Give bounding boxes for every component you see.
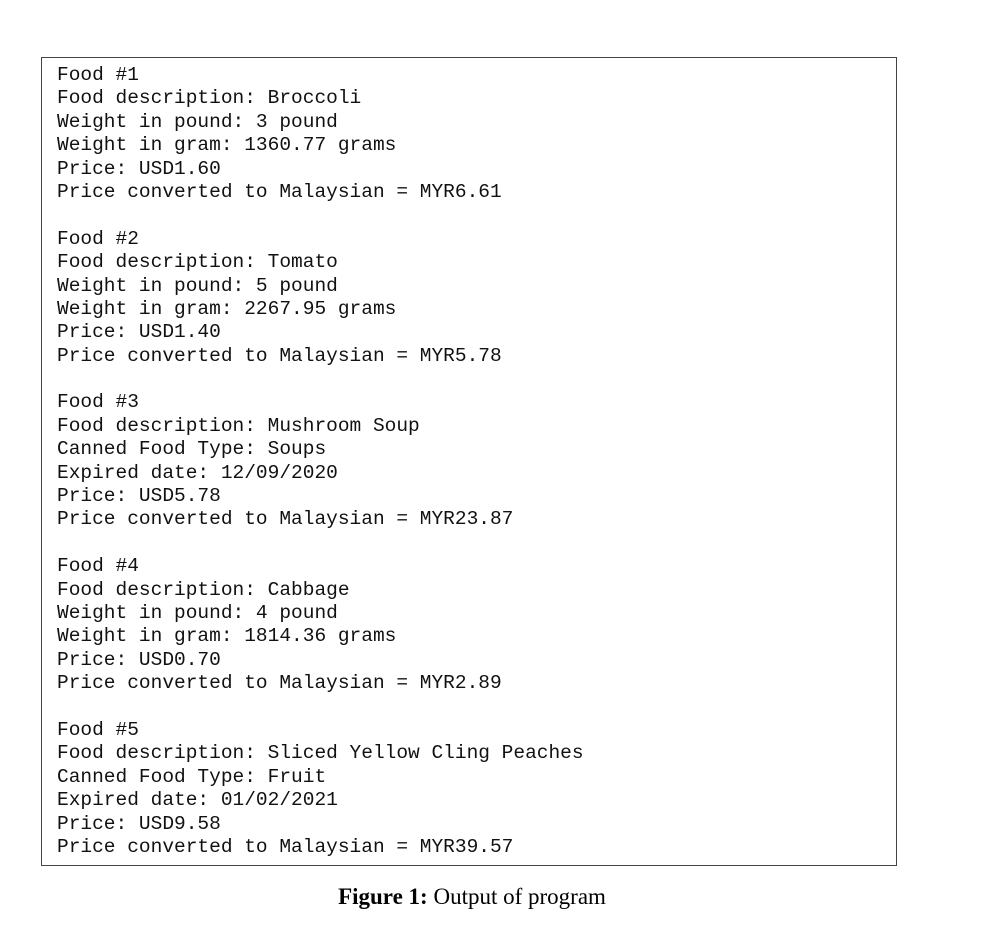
food-line: Weight in pound: 5 pound — [57, 274, 338, 297]
food-line: Food description: Tomato — [57, 251, 338, 274]
food-line: Price converted to Malaysian = MYR5.78 — [57, 344, 502, 367]
food-line: Price: USD1.40 — [57, 321, 221, 344]
food-line: Expired date: 12/09/2020 — [57, 461, 338, 484]
food-line: Food description: Broccoli — [57, 87, 362, 110]
food-line: Food description: Cabbage — [57, 578, 350, 601]
food-line: Food #2 — [57, 227, 139, 250]
food-line: Price converted to Malaysian = MYR23.87 — [57, 508, 514, 531]
food-block-2 — [57, 228, 896, 368]
figure-caption-text: Output of program — [433, 884, 606, 909]
food-line: Weight in gram: 1814.36 grams — [57, 625, 397, 648]
figure-caption-label: Figure 1: — [338, 884, 428, 909]
food-line: Price converted to Malaysian = MYR39.57 — [57, 835, 514, 858]
food-line: Price: USD9.58 — [57, 812, 221, 835]
food-line: Food #3 — [57, 391, 139, 414]
food-line: Food description: Sliced Yellow Cling Peaches — [57, 742, 584, 765]
food-line: Weight in gram: 2267.95 grams — [57, 297, 397, 320]
food-line: Price: USD0.70 — [57, 648, 221, 671]
program-output-box — [41, 57, 897, 866]
food-line: Food #5 — [57, 718, 139, 741]
figure-caption — [0, 884, 944, 910]
food-line: Expired date: 01/02/2021 — [57, 789, 338, 812]
food-block-5 — [57, 719, 896, 859]
food-line: Weight in gram: 1360.77 grams — [57, 134, 397, 157]
food-line: Price converted to Malaysian = MYR6.61 — [57, 180, 502, 203]
food-line: Food description: Mushroom Soup — [57, 414, 420, 437]
food-line: Price converted to Malaysian = MYR2.89 — [57, 672, 502, 695]
food-line: Price: USD1.60 — [57, 157, 221, 180]
food-line: Food #4 — [57, 555, 139, 578]
food-line: Weight in pound: 4 pound — [57, 601, 338, 624]
food-block-1 — [57, 64, 896, 204]
food-line: Weight in pound: 3 pound — [57, 110, 338, 133]
food-line: Food #1 — [57, 64, 139, 86]
food-block-4 — [57, 555, 896, 695]
food-block-3 — [57, 391, 896, 531]
food-line: Price: USD5.78 — [57, 485, 221, 508]
food-line: Canned Food Type: Fruit — [57, 765, 327, 788]
food-line: Canned Food Type: Soups — [57, 438, 327, 461]
